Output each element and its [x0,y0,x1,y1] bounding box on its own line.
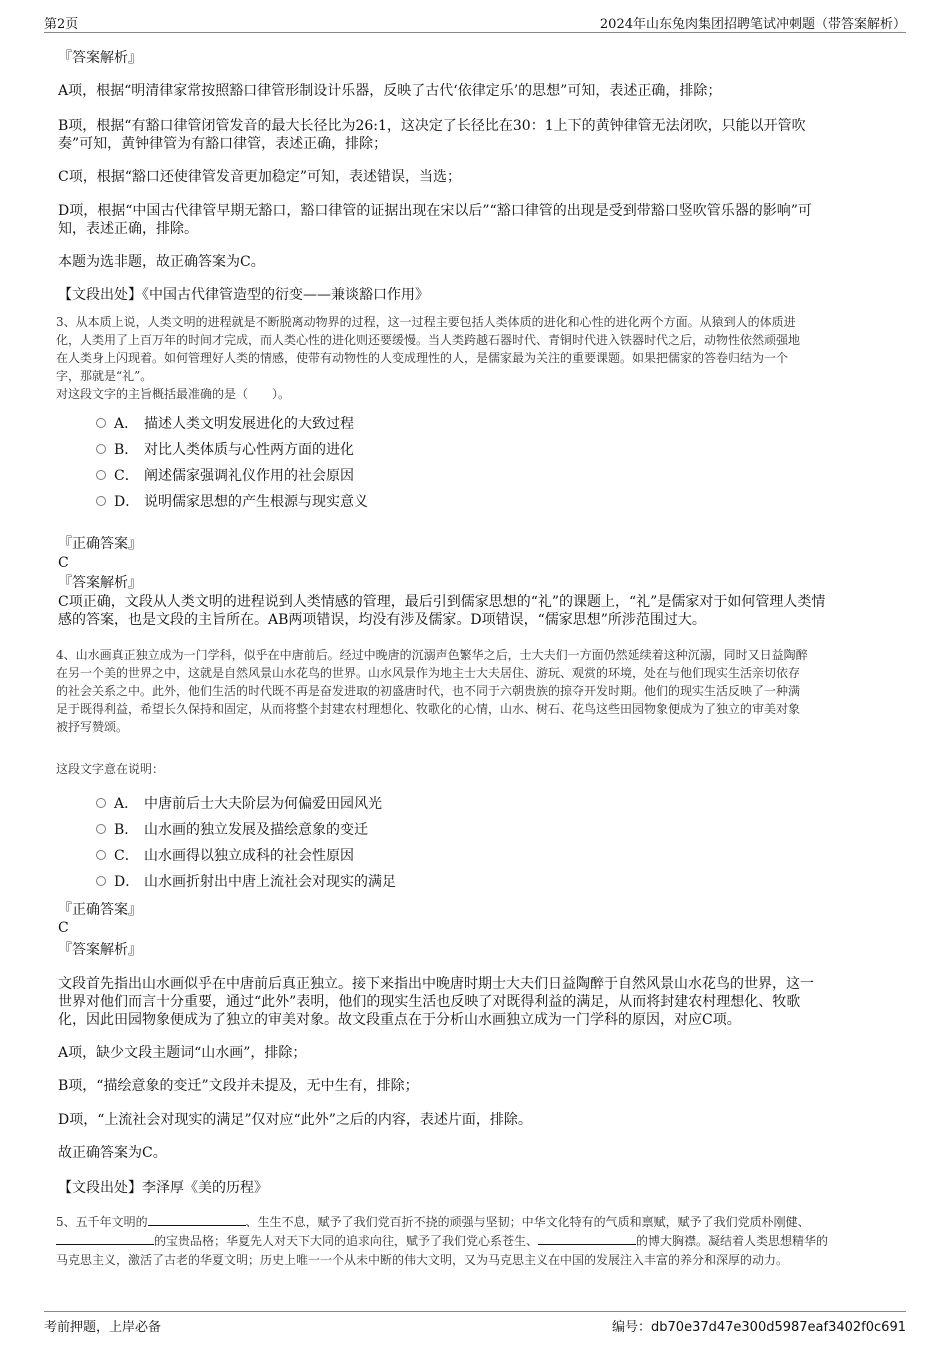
q4-option-c[interactable]: C． 山水画得以独立成科的社会性原因 [96,846,354,866]
q4-passage-line2: 在另一个美的世界之中，这就是自然风景山水花鸟的世界。山水风景作为地主士大夫居住、游玩、观赏的环境，处在与他们现实生活亲切依存 [56,666,801,680]
analysis-b-line1: B项，根据“有豁口律管闭管发音的最大长径比为26:1，这决定了长径比在30：1上下的黄钟律管无法闭吹，只能以开管吹 [58,118,806,134]
analysis-d-line2: 知，表述正确，排除。 [58,221,198,237]
fill-blank[interactable] [56,1232,154,1245]
q4-analysis-b: B项，“描绘意象的变迁”文段并未提及，无中生有，排除； [58,1078,419,1094]
q5-line3: 马克思主义，激活了古老的华夏文明；历史上唯一一个从未中断的伟大文明，又为马克思主义在中国的发展注入丰富的养分和深厚的动力。 [56,1253,789,1267]
q3-option-c[interactable]: C． 阐述儒家强调礼仪作用的社会原因 [96,466,354,486]
q3-analysis-label: 『答案解析』 [58,575,142,591]
footer-slogan: 考前押题，上岸必备 [44,1320,162,1335]
q4-option-a[interactable]: A． 中唐前后士大夫阶层为何偏爱田园风光 [96,794,382,814]
analysis-c: C项，根据“豁口还使律管发音更加稳定”可知，表述错误，当选； [58,169,462,185]
q3-correct-label: 『正确答案』 [58,536,142,552]
q3-correct-answer: C [58,555,69,571]
q4-analysis-line3: 化，因此田园物象便成为了独立的审美对象。故文段重点在于分析山水画独立成为一门学科的原因，对应C项。 [58,1012,741,1028]
q4-passage-line1: 4、山水画真正独立成为一门学科，似乎在中唐前后。经过中晚唐的沉溺声色繁华之后，士大夫们一方面仍然延续着这种沉溺，同时又日益陶醉 [56,648,808,662]
q4-analysis-a: A项，缺少文段主题词“山水画”，排除； [58,1045,307,1061]
radio-icon[interactable] [96,444,106,454]
q3-passage-line1: 3、从本质上说，人类文明的进程就是不断脱离动物界的过程，这一过程主要包括人类体质的进化和心性的进化两个方面。从猿到人的体质进 [56,315,796,329]
conclusion: 本题为选非题，故正确答案为C。 [58,254,265,270]
radio-icon[interactable] [96,876,106,886]
q3-passage-line4: 字，那就是“礼”。 [56,369,153,383]
q3-passage-line3: 在人类身上闪现着。如何管理好人类的情感，使带有动物性的人变成理性的人，是儒家最为关注的重要课题。如果把儒家的答卷归结为一个 [56,351,789,365]
source: 【文段出处】《中国古代律管造型的衍变——兼谈豁口作用》 [58,287,429,303]
fill-blank[interactable] [538,1232,636,1245]
q3-analysis-line2: 感的答案，也是文段的主旨所在。AB两项错误，均没有涉及儒家。D项错误，“儒家思想”所涉范围过大。 [58,612,706,628]
q4-option-b[interactable]: B． 山水画的独立发展及描绘意象的变迁 [96,820,368,840]
radio-icon[interactable] [96,824,106,834]
q4-passage-line5: 被抒写赞颂。 [56,720,129,734]
q4-source: 【文段出处】李泽厚《美的历程》 [58,1180,268,1196]
q4-passage-line4: 足于既得利益，希望长久保持和固定，从而将整个封建农村理想化、牧歌化的心情，山水、树石、花鸟这些田园物象便成为了独立的审美对象 [56,702,801,716]
q4-question: 这段文字意在说明： [56,762,165,776]
q3-option-d[interactable]: D． 说明儒家思想的产生根源与现实意义 [96,492,368,512]
q4-conclusion: 故正确答案为C。 [58,1145,167,1161]
q4-correct-answer: C [58,920,69,936]
radio-icon[interactable] [96,470,106,480]
q4-passage-line3: 的社会关系之中。此外，他们生活的时代既不再是奋发进取的初盛唐时代，也不同于六朝贵族的掠夺开发时期。他们的现实生活反映了一种满 [56,684,801,698]
q5-line2: 的宝贵品格；华夏先人对天下大同的追求向往，赋予了我们党心系苍生、 的博大胸襟。凝结着人类思想精华的 [56,1232,828,1250]
q3-passage-line2: 化，人类用了上百万年的时间才完成，而人类心性的进化则还要缓慢。当人类跨越石器时代、青铜时代进入铁器时代之后，动物性依然顽强地 [56,333,801,347]
analysis-a: A项，根据“明清律家常按照豁口律管形制设计乐器，反映了古代‘依律定乐’的思想”可知，表述正确，排除； [58,83,722,99]
page-header [44,10,906,33]
q5-line1: 5、五千年文明的 、生生不息，赋予了我们党百折不挠的顽强与坚韧；中华文化特有的气质和禀赋，赋予了我们党质朴刚健、 [56,1215,810,1229]
analysis-label: 『答案解析』 [58,50,142,66]
document-code: 编号：db70e37d47e300d5987eaf3402f0c691 [612,1320,906,1335]
analysis-b-line2: 奏”可知，黄钟律管为有豁口律管，表述正确，排除； [58,136,388,152]
radio-icon[interactable] [96,496,106,506]
q3-analysis-line1: C项正确，文段从人类文明的进程说到人类情感的管理，最后引到儒家思想的“礼”的课题上，“礼”是儒家对于如何管理人类情 [58,594,826,610]
radio-icon[interactable] [96,418,106,428]
q4-analysis-line1: 文段首先指出山水画似乎在中唐前后真正独立。接下来指出中晚唐时期士大夫们日益陶醉于自然风景山水花鸟的世界，这一 [58,976,814,992]
q4-correct-label: 『正确答案』 [58,902,142,918]
q4-analysis-label: 『答案解析』 [58,942,142,958]
fill-blank[interactable] [148,1213,246,1226]
page-number: 第2页 [44,17,79,32]
page-footer [44,1311,906,1336]
document-title: 2024年山东兔肉集团招聘笔试冲刺题（带答案解析） [599,17,906,32]
q3-question: 对这段文字的主旨概括最准确的是（ ）。 [56,387,291,401]
q3-option-b[interactable]: B． 对比人类体质与心性两方面的进化 [96,440,354,460]
radio-icon[interactable] [96,850,106,860]
q4-analysis-line2: 世界对他们而言十分重要，通过“此外”表明，他们的现实生活也反映了对既得利益的满足，从而将封建农村理想化、牧歌 [58,994,801,1010]
radio-icon[interactable] [96,798,106,808]
q4-option-d[interactable]: D． 山水画折射出中唐上流社会对现实的满足 [96,872,396,892]
q3-option-a[interactable]: A． 描述人类文明发展进化的大致过程 [96,414,354,434]
q4-analysis-d: D项，“上流社会对现实的满足”仅对应“此外”之后的内容，表述片面，排除。 [58,1112,532,1128]
analysis-d-line1: D项，根据“中国古代律管早期无豁口，豁口律管的证据出现在宋以后”“豁口律管的出现是受到带豁口竖吹管乐器的影响”可 [58,203,812,219]
